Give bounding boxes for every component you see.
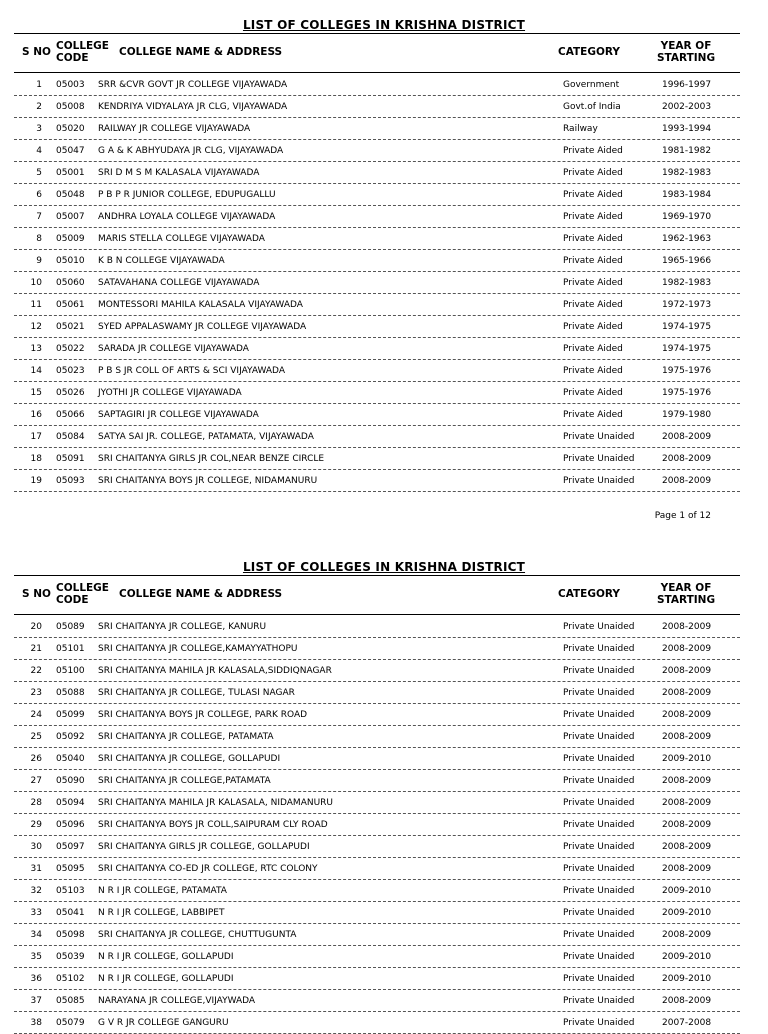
row-sno: 28 xyxy=(30,798,42,808)
row-sno: 2 xyxy=(36,102,42,112)
row-year: 2009-2010 xyxy=(662,886,712,896)
table-row xyxy=(14,682,740,704)
row-category: Private Unaided xyxy=(563,842,635,852)
row-college-name: SATAVAHANA COLLEGE VIJAYAWADA xyxy=(98,278,260,288)
row-category: Private Aided xyxy=(563,168,623,178)
row-category: Private Unaided xyxy=(563,798,635,808)
table-row xyxy=(14,206,740,228)
row-category: Private Unaided xyxy=(563,666,635,676)
table-row xyxy=(14,404,740,426)
row-year: 1981-1982 xyxy=(662,146,712,156)
row-college-code: 05093 xyxy=(56,476,85,486)
row-category: Private Aided xyxy=(563,300,623,310)
header-year-line2: STARTING xyxy=(656,594,716,606)
table-row xyxy=(14,814,740,836)
table-row xyxy=(14,382,740,404)
row-year: 1982-1983 xyxy=(662,278,712,288)
row-college-code: 05090 xyxy=(56,776,85,786)
row-college-code: 05098 xyxy=(56,930,85,940)
row-sno: 29 xyxy=(30,820,42,830)
row-sno: 17 xyxy=(30,432,42,442)
header-year xyxy=(655,582,717,606)
table-header xyxy=(14,33,740,73)
row-sno: 12 xyxy=(30,322,42,332)
row-college-name: SRI CHAITANYA BOYS JR COLLEGE, PARK ROAD xyxy=(98,710,308,720)
row-category: Private Unaided xyxy=(563,754,635,764)
header-year xyxy=(655,40,717,64)
table-row xyxy=(14,902,740,924)
table-row xyxy=(14,338,740,360)
row-sno: 7 xyxy=(36,212,42,222)
row-year: 2008-2009 xyxy=(662,820,712,830)
row-college-name: SRI CHAITANYA JR COLLEGE, KANURU xyxy=(98,622,267,632)
row-sno: 32 xyxy=(30,886,42,896)
row-college-code: 05039 xyxy=(56,952,85,962)
row-college-code: 05047 xyxy=(56,146,85,156)
row-year: 1996-1997 xyxy=(662,80,712,90)
table-row xyxy=(14,272,740,294)
document-title: LIST OF COLLEGES IN KRISHNA DISTRICT xyxy=(242,18,526,32)
row-college-code: 05096 xyxy=(56,820,85,830)
row-college-code: 05089 xyxy=(56,622,85,632)
row-college-code: 05020 xyxy=(56,124,85,134)
row-category: Private Unaided xyxy=(563,688,635,698)
row-sno: 25 xyxy=(30,732,42,742)
row-college-code: 05023 xyxy=(56,366,85,376)
row-category: Private Aided xyxy=(563,256,623,266)
table-row xyxy=(14,162,740,184)
row-sno: 6 xyxy=(36,190,42,200)
row-category: Private Unaided xyxy=(563,454,635,464)
row-year: 2008-2009 xyxy=(662,476,712,486)
row-year: 2002-2003 xyxy=(662,102,712,112)
page-number: Page 1 of 12 xyxy=(654,511,711,521)
row-sno: 10 xyxy=(30,278,42,288)
row-category: Private Unaided xyxy=(563,864,635,874)
row-college-name: SRI CHAITANYA JR COLLEGE,KAMAYYATHOPU xyxy=(98,644,298,654)
row-college-name: KENDRIYA VIDYALAYA JR CLG, VIJAYAWADA xyxy=(98,102,288,112)
row-sno: 38 xyxy=(30,1018,42,1028)
row-category: Private Aided xyxy=(563,190,623,200)
row-year: 1974-1975 xyxy=(662,322,712,332)
header-code-line2: CODE xyxy=(56,594,89,606)
row-year: 1975-1976 xyxy=(662,366,712,376)
header-sno: S NO xyxy=(22,46,51,58)
row-year: 2008-2009 xyxy=(662,842,712,852)
table-row xyxy=(14,770,740,792)
row-college-code: 05102 xyxy=(56,974,85,984)
row-sno: 37 xyxy=(30,996,42,1006)
row-college-name: SRI CHAITANYA JR COLLEGE, CHUTTUGUNTA xyxy=(98,930,297,940)
row-sno: 21 xyxy=(30,644,42,654)
row-college-code: 05100 xyxy=(56,666,85,676)
row-year: 2008-2009 xyxy=(662,432,712,442)
row-category: Private Unaided xyxy=(563,622,635,632)
row-year: 2008-2009 xyxy=(662,454,712,464)
row-college-name: MONTESSORI MAHILA KALASALA VIJAYAWADA xyxy=(98,300,303,310)
row-year: 2008-2009 xyxy=(662,622,712,632)
row-year: 1983-1984 xyxy=(662,190,712,200)
row-sno: 24 xyxy=(30,710,42,720)
row-category: Private Aided xyxy=(563,388,623,398)
row-sno: 19 xyxy=(30,476,42,486)
row-sno: 33 xyxy=(30,908,42,918)
row-year: 2008-2009 xyxy=(662,996,712,1006)
row-college-name: G V R JR COLLEGE GANGURU xyxy=(98,1018,229,1028)
row-sno: 31 xyxy=(30,864,42,874)
row-college-name: P B P R JUNIOR COLLEGE, EDUPUGALLU xyxy=(98,190,276,200)
row-year: 2008-2009 xyxy=(662,776,712,786)
row-college-name: NARAYANA JR COLLEGE,VIJAYWADA xyxy=(98,996,256,1006)
table-row xyxy=(14,726,740,748)
header-college-code xyxy=(56,582,109,606)
row-college-code: 05001 xyxy=(56,168,85,178)
header-sno: S NO xyxy=(22,588,51,600)
row-category: Private Unaided xyxy=(563,710,635,720)
row-category: Private Unaided xyxy=(563,974,635,984)
row-college-code: 05026 xyxy=(56,388,85,398)
table-row xyxy=(14,140,740,162)
row-college-code: 05008 xyxy=(56,102,85,112)
header-year-line1: YEAR OF xyxy=(660,582,712,594)
table-row xyxy=(14,924,740,946)
table-row xyxy=(14,990,740,1012)
table-row xyxy=(14,858,740,880)
row-sno: 26 xyxy=(30,754,42,764)
row-sno: 8 xyxy=(36,234,42,244)
row-college-code: 05091 xyxy=(56,454,85,464)
row-sno: 35 xyxy=(30,952,42,962)
row-sno: 30 xyxy=(30,842,42,852)
row-college-code: 05066 xyxy=(56,410,85,420)
row-college-code: 05085 xyxy=(56,996,85,1006)
table-row xyxy=(14,426,740,448)
row-year: 1962-1963 xyxy=(662,234,712,244)
row-college-code: 05088 xyxy=(56,688,85,698)
row-college-code: 05099 xyxy=(56,710,85,720)
table-row xyxy=(14,616,740,638)
header-category: CATEGORY xyxy=(558,46,621,58)
row-sno: 16 xyxy=(30,410,42,420)
row-college-name: SRI CHAITANYA JR COLLEGE, PATAMATA xyxy=(98,732,274,742)
row-college-name: SRR &CVR GOVT JR COLLEGE VIJAYAWADA xyxy=(98,80,288,90)
table-row xyxy=(14,470,740,492)
row-college-name: SRI CHAITANYA MAHILA JR KALASALA, NIDAMANURU xyxy=(98,798,334,808)
table-row xyxy=(14,968,740,990)
row-college-name: SRI CHAITANYA MAHILA JR KALASALA,SIDDIQNAGAR xyxy=(98,666,332,676)
row-year: 2007-2008 xyxy=(662,1018,712,1028)
row-year: 1974-1975 xyxy=(662,344,712,354)
row-college-code: 05061 xyxy=(56,300,85,310)
header-year-line1: YEAR OF xyxy=(660,40,712,52)
row-college-name: SRI D M S M KALASALA VIJAYAWADA xyxy=(98,168,260,178)
row-college-code: 05084 xyxy=(56,432,85,442)
row-college-name: N R I JR COLLEGE, GOLLAPUDI xyxy=(98,974,234,984)
table-row xyxy=(14,946,740,968)
table-row xyxy=(14,96,740,118)
row-college-code: 05079 xyxy=(56,1018,85,1028)
row-college-name: JYOTHI JR COLLEGE VIJAYAWADA xyxy=(98,388,242,398)
table-row xyxy=(14,228,740,250)
row-year: 1993-1994 xyxy=(662,124,712,134)
row-college-code: 05010 xyxy=(56,256,85,266)
table-row xyxy=(14,118,740,140)
row-college-name: SATYA SAI JR. COLLEGE, PATAMATA, VIJAYAWADA xyxy=(98,432,314,442)
row-category: Private Unaided xyxy=(563,820,635,830)
row-sno: 22 xyxy=(30,666,42,676)
row-sno: 4 xyxy=(36,146,42,156)
row-college-code: 05103 xyxy=(56,886,85,896)
row-sno: 11 xyxy=(30,300,42,310)
table-row xyxy=(14,704,740,726)
row-college-code: 05041 xyxy=(56,908,85,918)
row-category: Private Aided xyxy=(563,234,623,244)
row-sno: 20 xyxy=(30,622,42,632)
row-year: 2008-2009 xyxy=(662,710,712,720)
table-row xyxy=(14,836,740,858)
row-category: Private Unaided xyxy=(563,908,635,918)
row-college-name: P B S JR COLL OF ARTS & SCI VIJAYAWADA xyxy=(98,366,285,376)
row-year: 2009-2010 xyxy=(662,754,712,764)
row-college-name: SYED APPALASWAMY JR COLLEGE VIJAYAWADA xyxy=(98,322,307,332)
row-college-code: 05094 xyxy=(56,798,85,808)
row-sno: 13 xyxy=(30,344,42,354)
table-row xyxy=(14,448,740,470)
row-sno: 18 xyxy=(30,454,42,464)
row-college-name: RAILWAY JR COLLEGE VIJAYAWADA xyxy=(98,124,251,134)
row-college-name: ANDHRA LOYALA COLLEGE VIJAYAWADA xyxy=(98,212,276,222)
row-category: Private Unaided xyxy=(563,996,635,1006)
row-category: Private Unaided xyxy=(563,476,635,486)
row-college-name: MARIS STELLA COLLEGE VIJAYAWADA xyxy=(98,234,265,244)
table-row xyxy=(14,184,740,206)
row-sno: 36 xyxy=(30,974,42,984)
row-college-name: SRI CHAITANYA GIRLS JR COL,NEAR BENZE CIRCLE xyxy=(98,454,325,464)
row-college-code: 05048 xyxy=(56,190,85,200)
row-category: Railway xyxy=(563,124,598,134)
table-row xyxy=(14,660,740,682)
row-sno: 5 xyxy=(36,168,42,178)
row-year: 1975-1976 xyxy=(662,388,712,398)
row-category: Private Aided xyxy=(563,322,623,332)
header-code-line2: CODE xyxy=(56,52,89,64)
row-category: Private Aided xyxy=(563,344,623,354)
document-title: LIST OF COLLEGES IN KRISHNA DISTRICT xyxy=(242,560,526,574)
row-category: Private Unaided xyxy=(563,644,635,654)
row-college-name: SAPTAGIRI JR COLLEGE VIJAYAWADA xyxy=(98,410,259,420)
row-college-code: 05022 xyxy=(56,344,85,354)
row-category: Private Unaided xyxy=(563,732,635,742)
row-category: Private Unaided xyxy=(563,952,635,962)
row-sno: 27 xyxy=(30,776,42,786)
row-category: Private Unaided xyxy=(563,432,635,442)
row-year: 2008-2009 xyxy=(662,798,712,808)
row-college-code: 05095 xyxy=(56,864,85,874)
row-year: 1979-1980 xyxy=(662,410,712,420)
header-college-code xyxy=(56,40,109,64)
header-year-line2: STARTING xyxy=(656,52,716,64)
table-row xyxy=(14,638,740,660)
row-college-code: 05101 xyxy=(56,644,85,654)
table-row xyxy=(14,294,740,316)
row-college-name: SRI CHAITANYA GIRLS JR COLLEGE, GOLLAPUDI xyxy=(98,842,310,852)
row-category: Private Unaided xyxy=(563,930,635,940)
table-row xyxy=(14,250,740,272)
row-college-name: N R I JR COLLEGE, LABBIPET xyxy=(98,908,225,918)
table-row xyxy=(14,880,740,902)
row-year: 2008-2009 xyxy=(662,732,712,742)
row-college-code: 05060 xyxy=(56,278,85,288)
row-college-name: SRI CHAITANYA JR COLLEGE, GOLLAPUDI xyxy=(98,754,281,764)
row-category: Government xyxy=(563,80,620,90)
header-college-name: COLLEGE NAME & ADDRESS xyxy=(119,46,283,58)
row-college-code: 05097 xyxy=(56,842,85,852)
row-college-name: K B N COLLEGE VIJAYAWADA xyxy=(98,256,225,266)
row-year: 2008-2009 xyxy=(662,930,712,940)
row-college-name: SRI CHAITANYA BOYS JR COLLEGE, NIDAMANURU xyxy=(98,476,318,486)
row-college-name: SARADA JR COLLEGE VIJAYAWADA xyxy=(98,344,249,354)
row-category: Private Aided xyxy=(563,278,623,288)
row-year: 2008-2009 xyxy=(662,644,712,654)
college-table-page-1 xyxy=(14,74,740,492)
header-code-line1: COLLEGE xyxy=(56,40,109,52)
row-category: Govt.of India xyxy=(563,102,621,112)
row-college-code: 05092 xyxy=(56,732,85,742)
row-category: Private Unaided xyxy=(563,776,635,786)
row-college-name: N R I JR COLLEGE, PATAMATA xyxy=(98,886,227,896)
row-college-name: G A & K ABHYUDAYA JR CLG, VIJAYAWADA xyxy=(98,146,284,156)
row-category: Private Unaided xyxy=(563,1018,635,1028)
header-code-line1: COLLEGE xyxy=(56,582,109,594)
row-sno: 15 xyxy=(30,388,42,398)
row-college-name: SRI CHAITANYA CO-ED JR COLLEGE, RTC COLONY xyxy=(98,864,318,874)
row-year: 2009-2010 xyxy=(662,908,712,918)
row-college-code: 05040 xyxy=(56,754,85,764)
row-year: 1969-1970 xyxy=(662,212,712,222)
row-year: 2008-2009 xyxy=(662,688,712,698)
row-year: 2009-2010 xyxy=(662,974,712,984)
row-sno: 14 xyxy=(30,366,42,376)
row-college-name: N R I JR COLLEGE, GOLLAPUDI xyxy=(98,952,234,962)
row-college-name: SRI CHAITANYA BOYS JR COLL,SAIPURAM CLY ROAD xyxy=(98,820,328,830)
row-category: Private Aided xyxy=(563,410,623,420)
row-year: 1965-1966 xyxy=(662,256,712,266)
row-year: 1972-1973 xyxy=(662,300,712,310)
row-sno: 34 xyxy=(30,930,42,940)
row-sno: 3 xyxy=(36,124,42,134)
table-header xyxy=(14,575,740,615)
row-category: Private Aided xyxy=(563,366,623,376)
table-row xyxy=(14,792,740,814)
row-year: 1982-1983 xyxy=(662,168,712,178)
table-row xyxy=(14,316,740,338)
row-college-name: SRI CHAITANYA JR COLLEGE, TULASI NAGAR xyxy=(98,688,295,698)
row-year: 2008-2009 xyxy=(662,666,712,676)
row-college-code: 05003 xyxy=(56,80,85,90)
college-table-page-2 xyxy=(14,616,740,1034)
row-year: 2009-2010 xyxy=(662,952,712,962)
table-row xyxy=(14,748,740,770)
row-category: Private Unaided xyxy=(563,886,635,896)
table-row xyxy=(14,74,740,96)
row-year: 2008-2009 xyxy=(662,864,712,874)
header-college-name: COLLEGE NAME & ADDRESS xyxy=(119,588,283,600)
row-sno: 23 xyxy=(30,688,42,698)
row-college-code: 05009 xyxy=(56,234,85,244)
row-college-name: SRI CHAITANYA JR COLLEGE,PATAMATA xyxy=(98,776,271,786)
row-college-code: 05021 xyxy=(56,322,85,332)
row-sno: 1 xyxy=(36,80,42,90)
row-category: Private Aided xyxy=(563,212,623,222)
row-category: Private Aided xyxy=(563,146,623,156)
table-row xyxy=(14,1012,740,1034)
row-sno: 9 xyxy=(36,256,42,266)
header-category: CATEGORY xyxy=(558,588,621,600)
table-row xyxy=(14,360,740,382)
row-college-code: 05007 xyxy=(56,212,85,222)
